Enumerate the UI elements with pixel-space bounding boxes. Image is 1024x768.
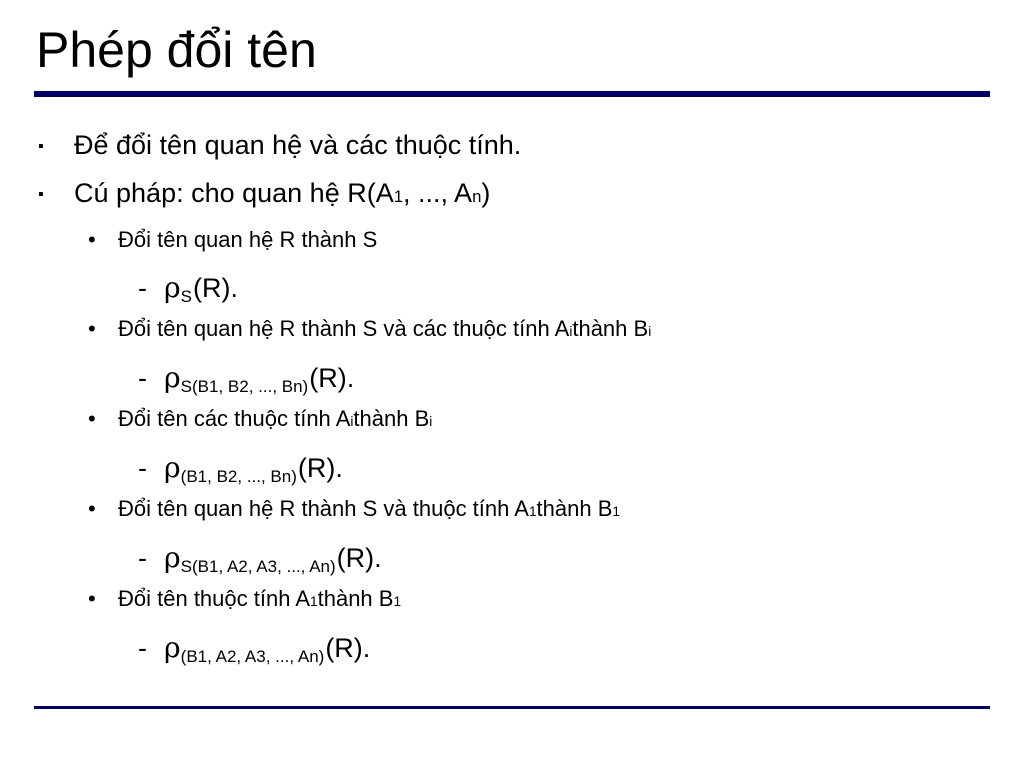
formula-rename-attributes [138, 451, 343, 487]
case-text: thành B [317, 586, 394, 611]
bullet-text: ) [481, 178, 491, 208]
case-text: thành B [353, 406, 430, 431]
dash-marker: - [138, 273, 147, 303]
dot-bullet-icon: • [88, 227, 96, 252]
case-text: Đổi tên quan hệ R thành S và thuộc tính A [118, 496, 529, 521]
bullet-purpose [38, 130, 521, 161]
rho-symbol: ρ [164, 631, 181, 664]
rho-subscript: S(B1, A2, A3, ..., An) [180, 557, 336, 577]
dash-marker: - [138, 633, 147, 663]
footer-divider [34, 706, 990, 709]
rho-symbol: ρ [164, 541, 181, 574]
formula-rename-relation-and-first-attribute [138, 541, 382, 577]
case-text: thành B [572, 316, 649, 341]
formula-rename-relation [138, 271, 238, 307]
dot-bullet-icon: • [88, 496, 96, 521]
case-rename-attributes: • Đổi tên các thuộc tính A i thành B i [88, 406, 433, 431]
formula-argument: (R). [193, 273, 238, 303]
dot-bullet-icon: • [88, 316, 96, 341]
case-rename-relation [88, 227, 377, 253]
case-text: Đổi tên quan hệ R thành S [118, 227, 378, 252]
case-text: Đổi tên các thuộc tính A [118, 406, 351, 431]
dash-marker: - [138, 543, 147, 573]
dot-bullet-icon: • [88, 586, 96, 611]
rho-symbol: ρ [164, 451, 181, 484]
bullet-syntax: ▪ Cú pháp: cho quan hệ R(A 1 , ..., A n ) [38, 178, 491, 208]
dash-marker: - [138, 363, 147, 393]
formula-rename-relation-and-attributes [138, 361, 355, 397]
case-text: thành B [536, 496, 613, 521]
dash-marker: - [138, 453, 147, 483]
case-text: Đổi tên thuộc tính A [118, 586, 311, 611]
rho-subscript: S [180, 287, 193, 307]
rho-subscript: S(B1, B2, ..., Bn) [180, 377, 309, 397]
rho-subscript: (B1, B2, ..., Bn) [180, 467, 297, 487]
rho-symbol: ρ [164, 271, 181, 304]
title-divider [34, 91, 990, 97]
bullet-text: , ..., A [403, 178, 473, 208]
case-text: Đổi tên quan hệ R thành S và các thuộc tính A [118, 316, 570, 341]
square-bullet-icon: ▪ [38, 138, 44, 155]
formula-argument: (R). [336, 543, 382, 573]
formula-argument: (R). [309, 363, 355, 393]
formula-argument: (R). [325, 633, 371, 663]
case-rename-relation-and-attributes: • Đổi tên quan hệ R thành S và các thuộc tính A i thành B i [88, 316, 652, 341]
square-bullet-icon: ▪ [38, 186, 44, 203]
formula-argument: (R). [297, 453, 343, 483]
formula-rename-first-attribute [138, 631, 371, 667]
bullet-text: Để đổi tên quan hệ và các thuộc tính. [74, 130, 522, 160]
slide-title: Phép đổi tên [36, 22, 317, 78]
case-rename-first-attribute: • Đổi tên thuộc tính A 1 thành B 1 [88, 586, 402, 611]
rho-symbol: ρ [164, 361, 181, 394]
dot-bullet-icon: • [88, 406, 96, 431]
rho-subscript: (B1, A2, A3, ..., An) [180, 647, 325, 667]
bullet-text: Cú pháp: cho quan hệ R(A [74, 178, 394, 208]
case-rename-relation-and-first-attribute: • Đổi tên quan hệ R thành S và thuộc tính A 1 thành B 1 [88, 496, 620, 521]
